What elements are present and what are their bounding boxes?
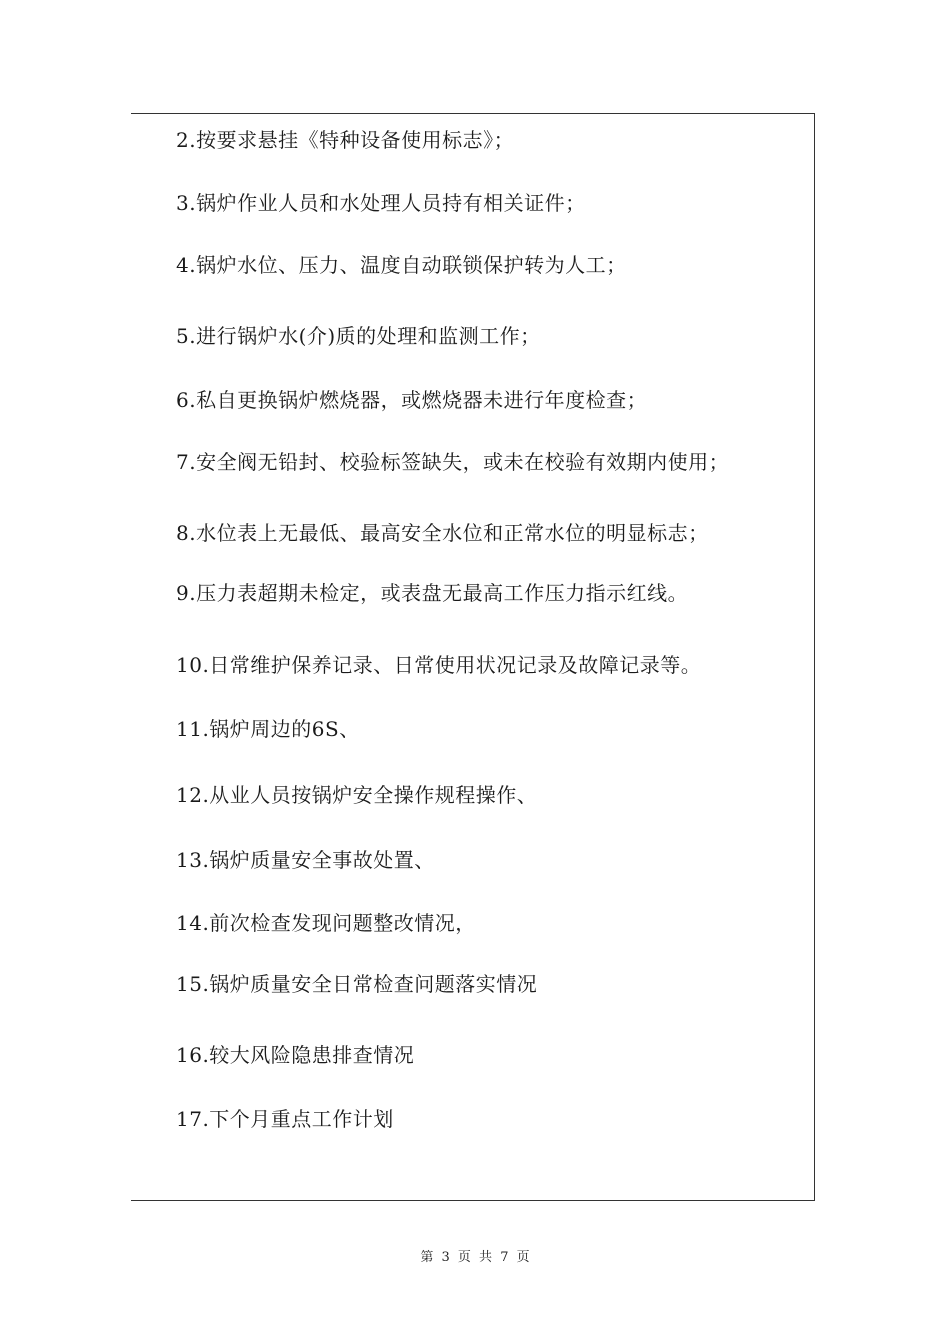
list-item: 16.较大风险隐患排查情况: [176, 1043, 415, 1067]
page-number-footer: 第 3 页 共 7 页: [420, 1250, 530, 1265]
list-item: 7.安全阀无铅封、校验标签缺失，或未在校验有效期内使用；: [176, 450, 730, 474]
list-item: 8.水位表上无最低、最高安全水位和正常水位的明显标志；: [176, 521, 709, 545]
list-item: 14.前次检查发现问题整改情况，: [176, 911, 476, 935]
list-item: 15.锅炉质量安全日常检查问题落实情况: [176, 972, 538, 996]
list-item: 10.日常维护保养记录、日常使用状况记录及故障记录等。: [176, 653, 702, 677]
list-item: 12.从业人员按锅炉安全操作规程操作、: [176, 783, 538, 807]
list-item: 17.下个月重点工作计划: [176, 1107, 394, 1131]
list-item: 3.锅炉作业人员和水处理人员持有相关证件；: [176, 191, 586, 215]
list-item: 13.锅炉质量安全事故处置、: [176, 848, 435, 872]
list-item: 4.锅炉水位、压力、温度自动联锁保护转为人工；: [176, 253, 627, 277]
list-item: 5.进行锅炉水(介)质的处理和监测工作；: [176, 324, 541, 348]
list-item: 6.私自更换锅炉燃烧器，或燃烧器未进行年度检查；: [176, 388, 648, 412]
list-item: 11.锅炉周边的6S、: [176, 717, 360, 741]
list-item: 2.按要求悬挂《特种设备使用标志》；: [176, 128, 515, 152]
list-item: 9.压力表超期未检定，或表盘无最高工作压力指示红线。: [176, 581, 689, 605]
